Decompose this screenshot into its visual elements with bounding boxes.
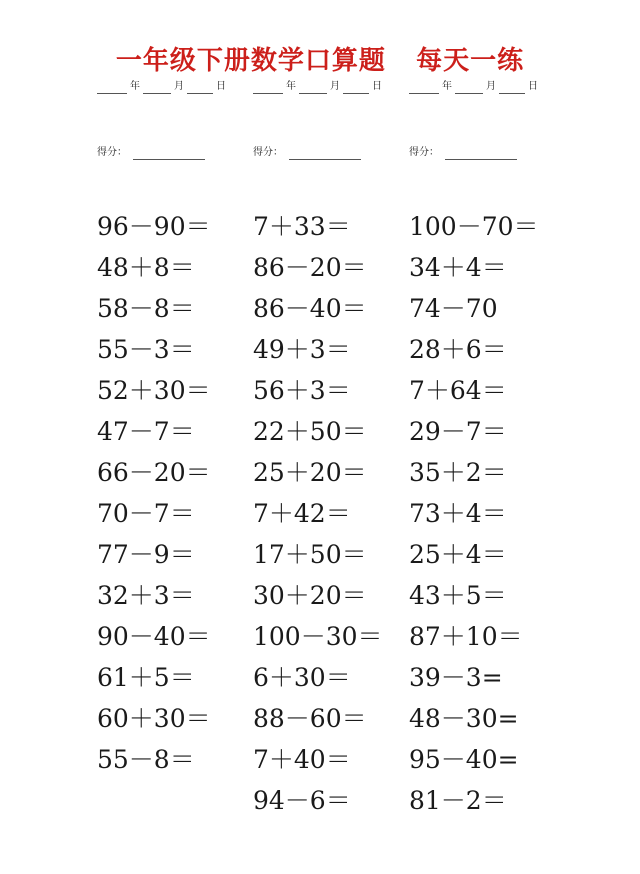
problem-item: 74－70 [409, 294, 498, 323]
day-blank[interactable] [343, 82, 369, 94]
problem-item: 90－40＝ [97, 622, 211, 651]
month-blank[interactable] [455, 82, 483, 94]
day-label: 日 [528, 81, 538, 92]
score-field [253, 146, 361, 160]
day-blank[interactable] [187, 82, 213, 94]
year-blank[interactable] [97, 82, 127, 94]
problem-item: 48－30= [409, 704, 519, 733]
problem-item: 34＋4＝ [409, 253, 507, 282]
problem-list [253, 206, 383, 821]
date-field [253, 80, 385, 94]
problem-item: 96－90＝ [97, 212, 211, 241]
problem-item: 35＋2＝ [409, 458, 507, 487]
year-label: 年 [130, 81, 140, 92]
problem-item: 29－7＝ [409, 417, 507, 446]
year-blank[interactable] [253, 82, 283, 94]
year-label: 年 [442, 81, 452, 92]
day-blank[interactable] [499, 82, 525, 94]
problem-item: 6＋30＝ [253, 663, 351, 692]
problem-item: 39－3= [409, 663, 503, 692]
month-label: 月 [330, 81, 340, 92]
problem-item: 94－6＝ [253, 786, 351, 815]
problem-item: 32＋3＝ [97, 581, 195, 610]
problem-item: 81－2＝ [409, 786, 507, 815]
score-label: 得分： [253, 147, 283, 158]
problem-item: 7＋42＝ [253, 499, 351, 528]
problem-item: 55－3＝ [97, 335, 195, 364]
score-field [97, 146, 205, 160]
problem-item: 56＋3＝ [253, 376, 351, 405]
day-label: 日 [216, 81, 226, 92]
problem-item: 60＋30＝ [97, 704, 211, 733]
problem-item: 58－8＝ [97, 294, 195, 323]
problem-item: 52＋30＝ [97, 376, 211, 405]
problem-item: 100－70＝ [409, 212, 539, 241]
problem-item: 73＋4＝ [409, 499, 507, 528]
problem-list [409, 206, 539, 821]
score-label: 得分： [409, 147, 439, 158]
problem-item: 86－20＝ [253, 253, 367, 282]
problem-item: 95－40= [409, 745, 519, 774]
problem-item: 77－9＝ [97, 540, 195, 569]
month-blank[interactable] [143, 82, 171, 94]
problem-item: 28＋6＝ [409, 335, 507, 364]
score-blank[interactable] [445, 148, 517, 160]
problem-item: 88－60＝ [253, 704, 367, 733]
score-blank[interactable] [133, 148, 205, 160]
problem-item: 61＋5＝ [97, 663, 195, 692]
date-field [409, 80, 541, 94]
problem-item: 87＋10＝ [409, 622, 523, 651]
problem-item: 7＋40＝ [253, 745, 351, 774]
problem-item: 48＋8＝ [97, 253, 195, 282]
month-label: 月 [174, 81, 184, 92]
problem-item: 86－40＝ [253, 294, 367, 323]
problem-item: 17＋50＝ [253, 540, 367, 569]
problem-item: 43＋5＝ [409, 581, 507, 610]
year-label: 年 [286, 81, 296, 92]
score-field [409, 146, 517, 160]
date-field [97, 80, 229, 94]
worksheet-title: 一年级下册数学口算题 每天一练 [115, 46, 525, 76]
problem-item: 70－7＝ [97, 499, 195, 528]
problem-item: 100－30＝ [253, 622, 383, 651]
month-label: 月 [486, 81, 496, 92]
month-blank[interactable] [299, 82, 327, 94]
problem-item: 25＋20＝ [253, 458, 367, 487]
problem-item: 55－8＝ [97, 745, 195, 774]
problem-item: 30＋20＝ [253, 581, 367, 610]
problem-item: 7＋33＝ [253, 212, 351, 241]
problem-item: 22＋50＝ [253, 417, 367, 446]
score-label: 得分： [97, 147, 127, 158]
problem-item: 7＋64＝ [409, 376, 507, 405]
score-blank[interactable] [289, 148, 361, 160]
year-blank[interactable] [409, 82, 439, 94]
problem-item: 25＋4＝ [409, 540, 507, 569]
problem-list [97, 206, 211, 780]
day-label: 日 [372, 81, 382, 92]
problem-item: 49＋3＝ [253, 335, 351, 364]
problem-item: 66－20＝ [97, 458, 211, 487]
problem-item: 47－7＝ [97, 417, 195, 446]
